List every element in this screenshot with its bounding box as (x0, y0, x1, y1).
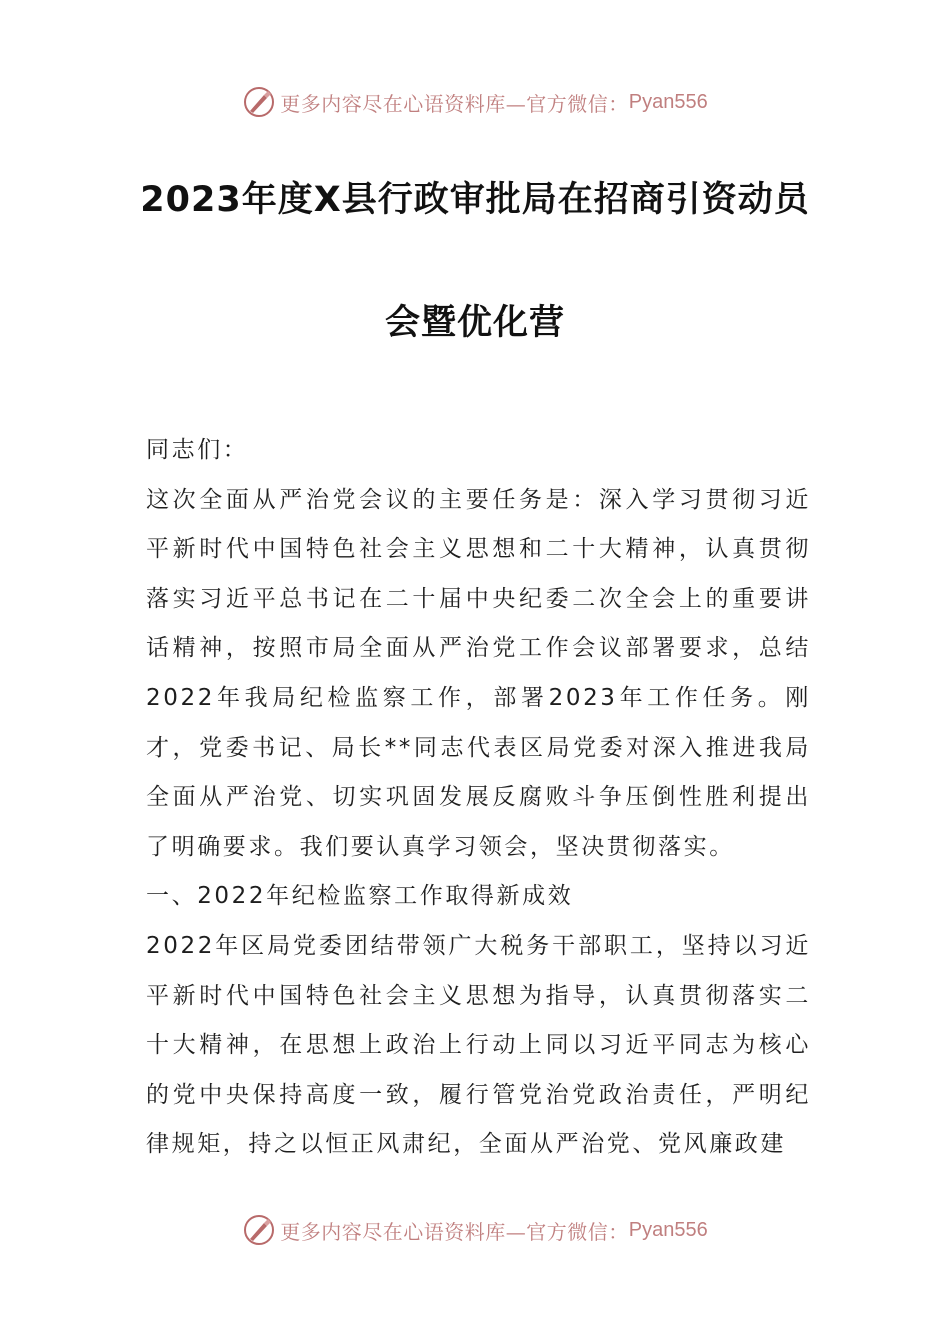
document-title-line-2: 会暨优化营 (384, 303, 565, 343)
document-body (146, 426, 811, 1170)
pen-logo-icon (242, 85, 276, 119)
watermark-banner-top (0, 82, 950, 122)
watermark-text: 更多内容尽在心语资料库—官方微信： (280, 1219, 629, 1244)
document-title-line-1: 2023年度X县行政审批局在招商引资动员 (140, 180, 810, 220)
salutation: 同志们： (146, 437, 249, 463)
watermark-wechat-id: Pyan556 (628, 1218, 708, 1241)
pen-logo-icon (242, 1213, 276, 1247)
watermark-banner-bottom (0, 1210, 950, 1250)
paragraph: 这次全面从严治党会议的主要任务是：深入学习贯彻习近平新时代中国特色社会主义思想和二十大精神，认真贯彻落实习近平总书记在二十届中央纪委二次全会上的重要讲话精神，按照市局全面从严治党工作会议部署要求，总结2022年我局纪检监察工作，部署2023年工作任务。刚才，党委书记、局长**同志代表区局党委对深入推进我局全面从严治党、切实巩固发展反腐败斗争压倒性胜利提出了明确要求。我们要认真学习领会，坚决贯彻落实。 (146, 486, 811, 860)
watermark-text: 更多内容尽在心语资料库—官方微信： (280, 91, 629, 116)
paragraph: 2022年区局党委团结带领广大税务干部职工，坚持以习近平新时代中国特色社会主义思想为指导，认真贯彻落实二十大精神，在思想上政治上行动上同以习近平同志为核心的党中央保持高度一致，履行管党治党政治责任，严明纪律规矩，持之以恒正风肃纪，全面从严治党、党风廉政建 (146, 932, 811, 1158)
watermark-wechat-id: Pyan556 (628, 90, 708, 113)
section-heading: 一、2022年纪检监察工作取得新成效 (146, 883, 574, 910)
